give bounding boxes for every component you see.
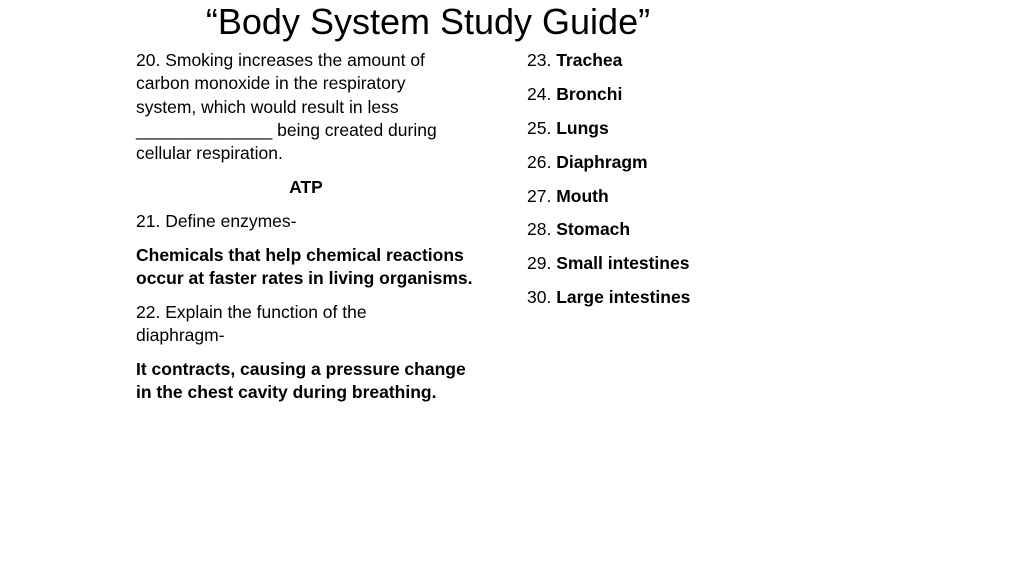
- question-22-line-2: diaphragm-: [136, 324, 225, 345]
- answer-22-line-2: in the chest cavity during breathing.: [136, 382, 437, 403]
- item-answer: Small intestines: [556, 253, 690, 274]
- answer-list-item: [527, 185, 787, 208]
- answer-list-item: [527, 83, 787, 106]
- item-number: 24.: [527, 83, 552, 104]
- question-20-line-2: carbon monoxide in the respiratory: [136, 73, 406, 94]
- item-answer: Bronchi: [556, 83, 623, 104]
- answer-21-line-2: occur at faster rates in living organisms.: [136, 267, 473, 288]
- slide-title: “Body System Study Guide”: [205, 1, 651, 42]
- item-number: 23.: [527, 50, 552, 70]
- right-column: [527, 49, 787, 320]
- question-20-line-3: system, which would result in less: [136, 96, 399, 117]
- item-answer: Stomach: [556, 219, 631, 240]
- question-20-line-1: 20. Smoking increases the amount of: [136, 50, 425, 70]
- question-22: [136, 301, 496, 348]
- item-answer: Mouth: [556, 185, 609, 206]
- answer-21-line-1: Chemicals that help chemical reactions: [136, 244, 464, 265]
- left-column: [136, 49, 496, 415]
- answer-20: ATP: [289, 176, 323, 197]
- answer-list-item: [527, 252, 787, 275]
- item-number: 27.: [527, 185, 552, 206]
- question-21: 21. Define enzymes-: [136, 210, 297, 231]
- answer-list-item: [527, 117, 787, 140]
- item-number: 26.: [527, 151, 552, 172]
- item-number: 30.: [527, 287, 552, 308]
- answer-22: [136, 358, 496, 405]
- item-number: 25.: [527, 117, 552, 138]
- item-number: 29.: [527, 253, 552, 274]
- question-20-line-5: cellular respiration.: [136, 143, 283, 164]
- answer-22-line-1: It contracts, causing a pressure change: [136, 358, 466, 379]
- answer-list-item: [527, 151, 787, 174]
- question-20-line-4: ______________ being created during: [136, 119, 437, 140]
- answer-list-item: [527, 286, 787, 309]
- question-22-line-1: 22. Explain the function of the: [136, 301, 367, 322]
- answer-list-item: [527, 49, 787, 72]
- answer-21: [136, 244, 496, 291]
- item-answer: Diaphragm: [556, 151, 648, 172]
- item-answer: Lungs: [556, 117, 609, 138]
- item-answer: Large intestines: [556, 287, 691, 308]
- answer-list-item: [527, 218, 787, 241]
- question-20: [136, 49, 496, 165]
- item-answer: Trachea: [556, 50, 623, 70]
- item-number: 28.: [527, 219, 552, 240]
